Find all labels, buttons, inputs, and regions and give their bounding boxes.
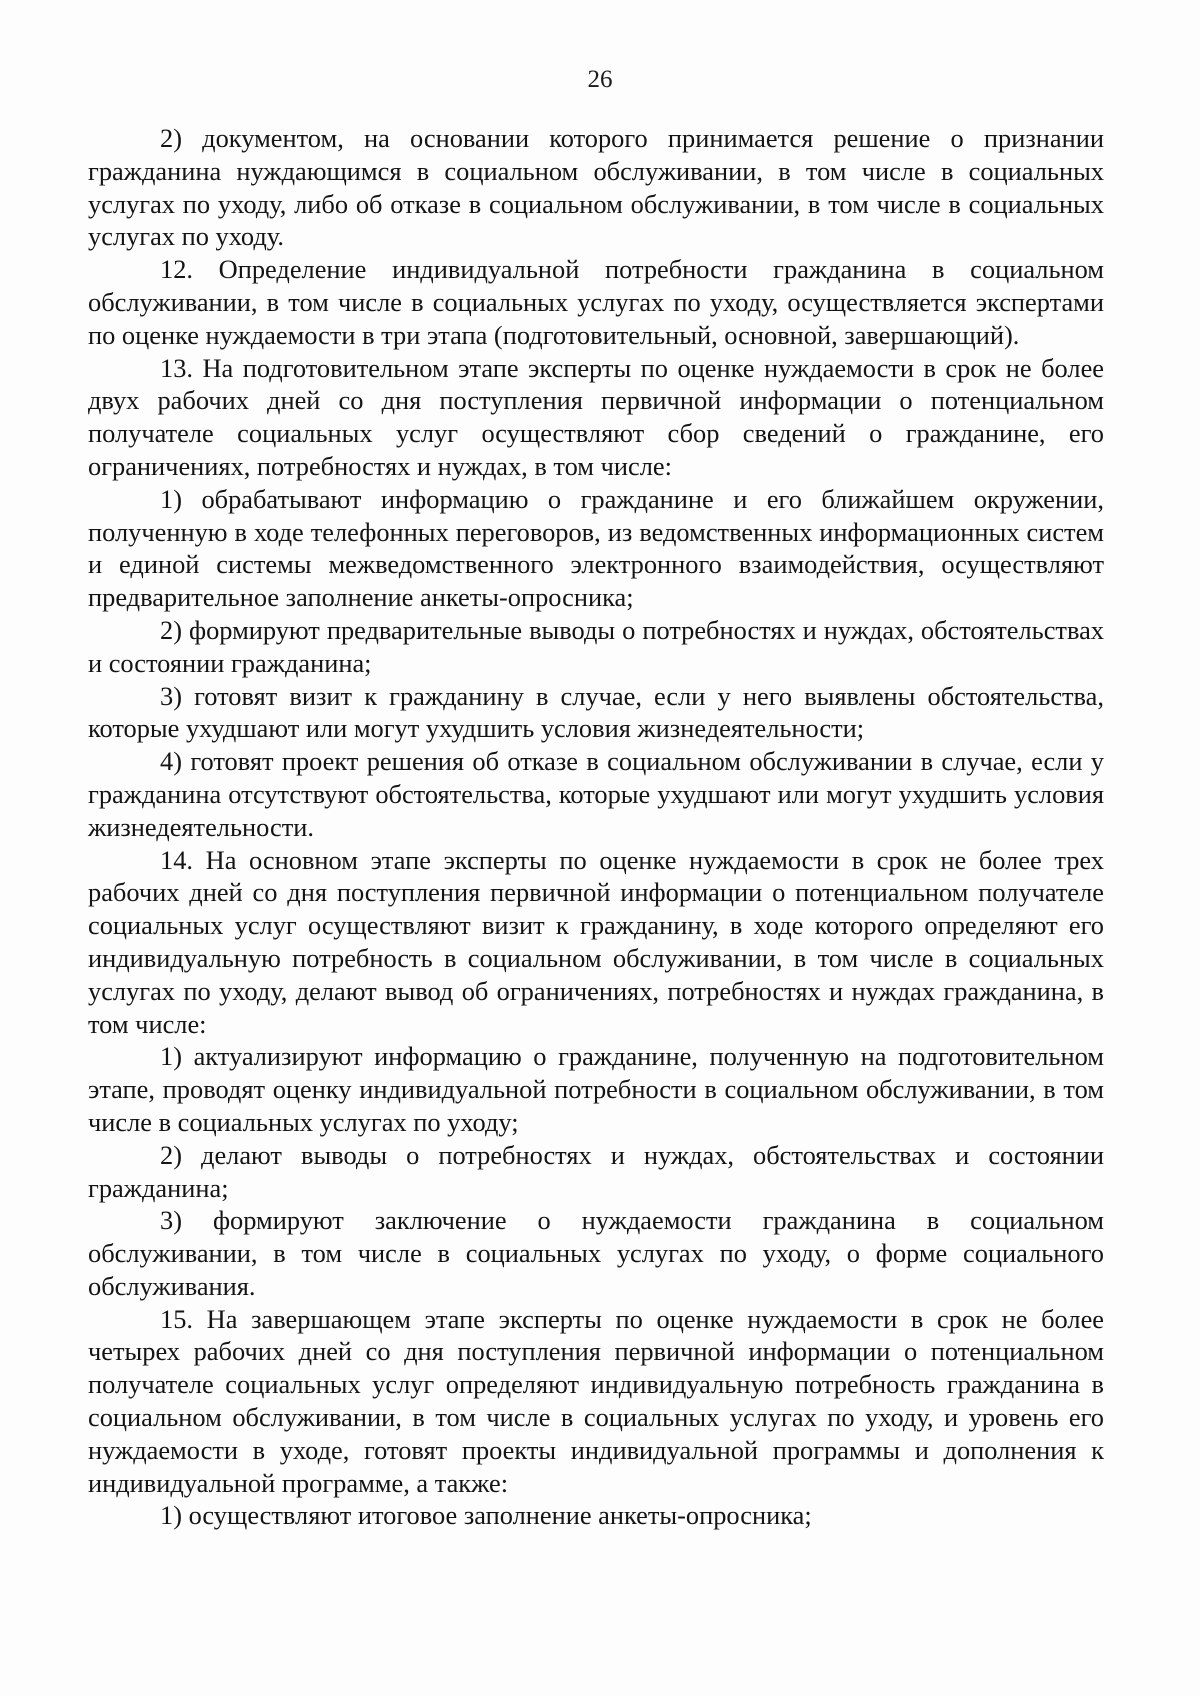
paragraph-14-item-2: 2) делают выводы о потребностях и нуждах, обстоятельствах и состоянии гражданина; xyxy=(88,1139,1104,1203)
paragraph-14-main-stage: 14. На основном этапе эксперты по оценке нуждаемости в срок не более трех рабочих дней со дня поступления первичной информации о потенциальном получателе социальных услуг осуществляют визит к гражданину, в ходе которого определяют его индивидуальную потребность в социальном обслуживании, в том числе в социальных услугах по уходу, делают вывод об ограничениях, потребностях и нуждах гражданина, в том числе: xyxy=(88,844,1104,1039)
paragraph-13-item-3: 3) готовят визит к гражданину в случае, если у него выявлены обстоятельства, которые ухудшают или могут ухудшить условия жизнедеятельности; xyxy=(88,680,1104,744)
paragraph-14-item-1: 1) актуализируют информацию о гражданине, полученную на подготовительном этапе, проводят оценку индивидуальной потребности в социальном обслуживании, в том числе в социальных услугах по уходу; xyxy=(88,1041,1104,1137)
paragraph-13-item-4: 4) готовят проект решения об отказе в социальном обслуживании в случае, если у гражданина отсутствуют обстоятельства, которые ухудшают или могут ухудшить условия жизнедеятельности. xyxy=(88,746,1104,842)
paragraph-14-item-3: 3) формируют заключение о нуждаемости гражданина в социальном обслуживании, в том числе в социальных услугах по уходу, о форме социального обслуживания. xyxy=(88,1205,1104,1301)
paragraph-item-2-basis-document: 2) документом, на основании которого принимается решение о признании гражданина нуждающимся в социальном обслуживании, в том числе в социальных услугах по уходу, либо об отказе в социальном обслуживании, в том числе в социальных услугах по уходу. xyxy=(88,123,1104,252)
paragraph-12-need-determination: 12. Определение индивидуальной потребности гражданина в социальном обслуживании, в том числе в социальных услугах по уходу, осуществляется экспертами по оценке нуждаемости в три этапа (подготовительный, основной, завершающий). xyxy=(88,254,1104,350)
paragraph-13-preparatory-stage: 13. На подготовительном этапе эксперты по оценке нуждаемости в срок не более двух рабочих дней со дня поступления первичной информации о потенциальном получателе социальных услуг осуществляют сбор сведений о гражданине, его ограничениях, потребностях и нуждах, в том числе: xyxy=(88,352,1104,481)
paragraph-13-item-1: 1) обрабатывают информацию о гражданине и его ближайшем окружении, полученную в ходе телефонных переговоров, из ведомственных информационных систем и единой системы межведомственного электронного взаимодействия, осуществляют предварительное заполнение анкеты-опросника; xyxy=(88,483,1104,613)
document-body xyxy=(88,122,1104,1532)
page-number: 26 xyxy=(587,66,613,93)
paragraph-13-item-2: 2) формируют предварительные выводы о потребностях и нуждах, обстоятельствах и состоянии гражданина; xyxy=(88,614,1104,678)
paragraph-15-final-stage: 15. На завершающем этапе эксперты по оценке нуждаемости в срок не более четырех рабочих дней со дня поступления первичной информации о потенциальном получателе социальных услуг определяют индивидуальную потребность гражданина в социальном обслуживании, в том числе в социальных услугах по уходу, и уровень его нуждаемости в уходе, готовят проекты индивидуальной программы и дополнения к индивидуальной программе, а также: xyxy=(88,1303,1104,1498)
paragraph-15-item-1: 1) осуществляют итоговое заполнение анкеты-опросника; xyxy=(160,1500,812,1531)
